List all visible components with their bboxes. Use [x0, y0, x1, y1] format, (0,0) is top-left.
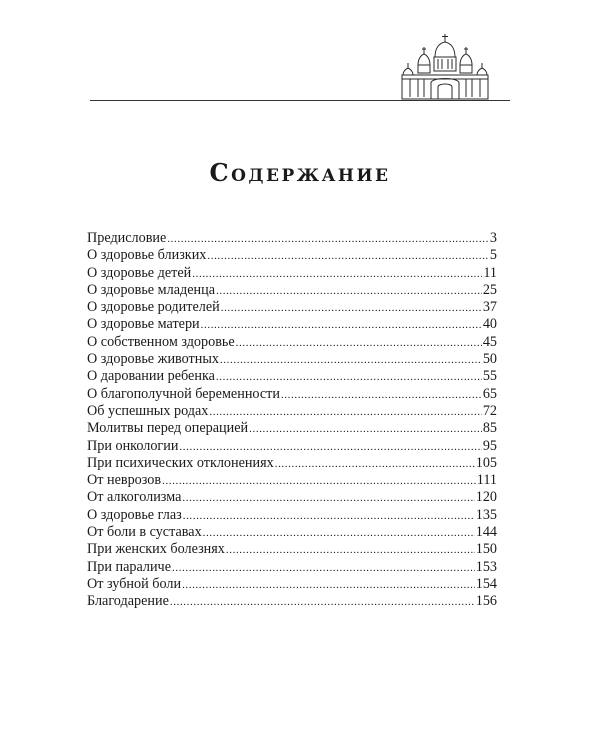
toc-dot-leader: [216, 369, 482, 386]
toc-entry: [87, 282, 497, 299]
toc-dot-leader: [221, 300, 482, 317]
toc-entry-title: При психических отклонениях: [87, 454, 274, 471]
toc-entry-page: 5: [489, 247, 497, 264]
toc-entry-title: О здоровье матери: [87, 316, 200, 333]
toc-entry-page: 154: [475, 575, 497, 592]
toc-entry-page: 55: [482, 368, 497, 385]
toc-entry-page: 11: [483, 264, 497, 281]
toc-entry-title: От боли в суставах: [87, 524, 202, 541]
toc-entry-title: Предисловие: [87, 230, 167, 246]
toc-entry: [87, 559, 497, 576]
toc-entry: [87, 420, 497, 437]
toc-entry: [87, 455, 497, 472]
toc-entry-title: О даровании ребенка: [87, 368, 215, 385]
toc-entry-page: 150: [475, 541, 497, 558]
toc-entry-page: 120: [475, 489, 497, 506]
toc-entry-page: 65: [482, 385, 497, 402]
toc-entry: [87, 472, 497, 489]
toc-entry: [87, 316, 497, 333]
toc-entry-title: От неврозов: [87, 472, 162, 489]
toc-entry-title: При параличе: [87, 558, 171, 575]
toc-entry: [87, 438, 497, 455]
toc-entry-page: 45: [482, 333, 497, 350]
toc-entry: [87, 507, 497, 524]
page-title: Содержание: [209, 158, 391, 187]
toc-dot-leader: [167, 231, 489, 248]
toc-entry-title: Об успешных родах: [87, 402, 209, 419]
toc-entry-title: О здоровье младенца: [87, 281, 216, 298]
toc-entry-page: 85: [482, 420, 497, 437]
toc-entry-page: 153: [475, 558, 497, 575]
toc-entry: [87, 351, 497, 368]
toc-entry-page: 111: [476, 472, 497, 489]
toc-entry-title: От зубной боли: [87, 575, 182, 592]
toc-dot-leader: [216, 283, 482, 300]
toc-entry-page: 40: [482, 316, 497, 333]
toc-dot-leader: [226, 542, 475, 559]
toc-entry-title: О здоровье животных: [87, 351, 219, 368]
toc-dot-leader: [192, 266, 482, 283]
toc-dot-leader: [183, 508, 475, 525]
toc-entry-page: 25: [482, 281, 497, 298]
toc-entry: [87, 247, 497, 264]
toc-entry-title: О собственном здоровье: [87, 333, 235, 350]
toc-entry-page: 135: [475, 506, 497, 523]
toc-dot-leader: [182, 577, 475, 594]
toc-dot-leader: [209, 404, 481, 421]
toc-entry-title: При онкологии: [87, 437, 179, 454]
toc-entry-title: При женских болезнях: [87, 541, 225, 558]
toc-entry-page: 156: [475, 593, 497, 610]
toc-dot-leader: [170, 594, 475, 611]
toc-entry-title: О благополучной беременности: [87, 385, 280, 402]
toc-entry: [87, 541, 497, 558]
toc-entry-page: 144: [475, 524, 497, 541]
toc-entry-title: О здоровье близких: [87, 247, 207, 264]
table-of-contents: [87, 230, 497, 611]
toc-entry: [87, 489, 497, 506]
toc-dot-leader: [207, 248, 489, 265]
toc-dot-leader: [281, 387, 482, 404]
toc-entry-title: Благодарение: [87, 593, 169, 610]
toc-dot-leader: [182, 490, 474, 507]
toc-entry: [87, 593, 497, 610]
cathedral-icon: [398, 33, 492, 101]
toc-entry-title: О здоровье родителей: [87, 299, 220, 316]
toc-dot-leader: [236, 335, 482, 352]
toc-entry: [87, 524, 497, 541]
toc-entry-title: О здоровье глаз: [87, 506, 182, 523]
toc-entry-page: 95: [482, 437, 497, 454]
toc-dot-leader: [162, 473, 476, 490]
toc-entry: [87, 576, 497, 593]
toc-entry-page: 105: [475, 454, 497, 471]
toc-entry-page: 37: [482, 299, 497, 316]
toc-entry: [87, 299, 497, 316]
toc-dot-leader: [220, 352, 482, 369]
toc-entry: [87, 386, 497, 403]
toc-dot-leader: [179, 439, 481, 456]
toc-entry: [87, 230, 497, 247]
toc-entry-page: 50: [482, 351, 497, 368]
toc-entry: [87, 265, 497, 282]
toc-dot-leader: [201, 317, 482, 334]
toc-entry-title: От алкоголизма: [87, 489, 182, 506]
toc-dot-leader: [275, 456, 475, 473]
toc-entry: [87, 403, 497, 420]
toc-dot-leader: [203, 525, 475, 542]
toc-dot-leader: [249, 421, 482, 438]
toc-entry-page: 3: [489, 230, 497, 246]
toc-entry: [87, 368, 497, 385]
toc-dot-leader: [172, 560, 475, 577]
toc-entry: [87, 334, 497, 351]
header-rule: [90, 100, 510, 101]
toc-entry-page: 72: [482, 402, 497, 419]
toc-entry-title: Молитвы перед операцией: [87, 420, 249, 437]
toc-entry-title: О здоровье детей: [87, 264, 192, 281]
